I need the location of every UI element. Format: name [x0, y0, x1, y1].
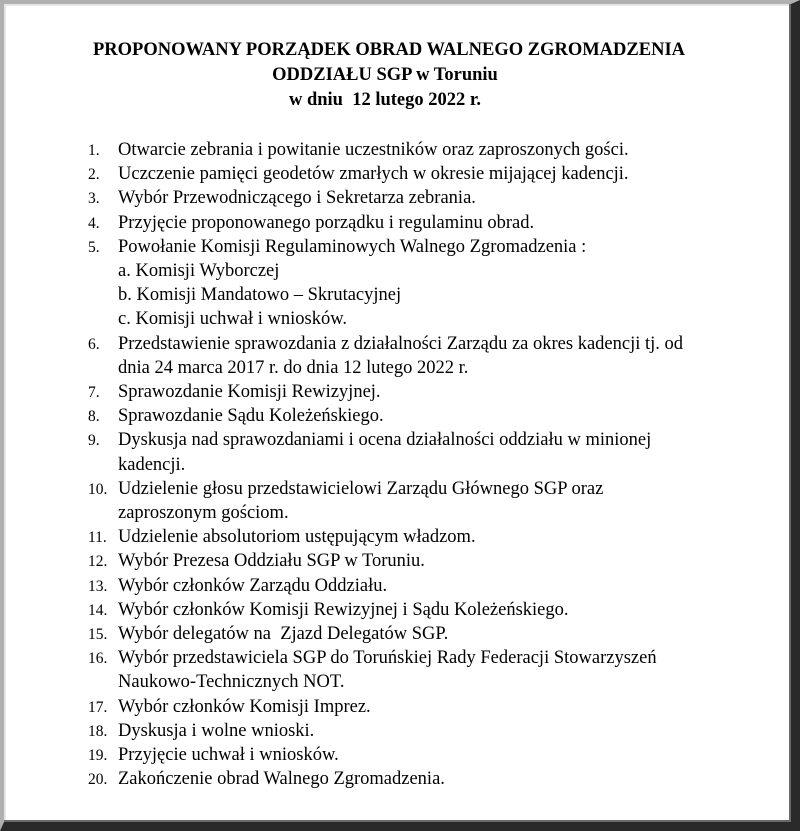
agenda-item-number: 3.	[88, 190, 100, 208]
agenda-item	[88, 380, 788, 404]
agenda-item	[88, 186, 788, 210]
agenda-item-text: Dyskusja nad sprawozdaniami i ocena działalności oddziału w minionej	[118, 430, 652, 451]
agenda-item-number: 8.	[88, 408, 100, 426]
agenda-item-number: 7.	[88, 384, 100, 402]
agenda-item-number: 18.	[88, 722, 108, 740]
agenda-item	[88, 235, 788, 332]
agenda-item-continuation: dnia 24 marca 2017 r. do dnia 12 lutego 2022 r.	[118, 357, 469, 378]
agenda-item	[88, 719, 788, 743]
agenda-item-text: Przedstawienie sprawozdania z działalności Zarządu za okres kadencji tj. od	[118, 333, 684, 354]
agenda-item-text: Powołanie Komisji Regulaminowych Walnego Zgromadzenia :	[118, 236, 587, 257]
agenda-item-continuation: b. Komisji Mandatowo – Skrutacyjnej	[118, 285, 402, 306]
header-branch: ODDZIAŁU SGP w Toruniu	[272, 65, 498, 85]
agenda-item	[88, 404, 788, 428]
agenda-item-text: Dyskusja i wolne wnioski.	[118, 720, 315, 741]
agenda-item-number: 19.	[88, 747, 108, 765]
agenda-item-number: 10.	[88, 480, 108, 498]
agenda-item	[88, 767, 788, 791]
agenda-item	[88, 549, 788, 573]
agenda-item-number: 11.	[88, 529, 107, 547]
agenda-item-number: 17.	[88, 698, 108, 716]
agenda-item-number: 14.	[88, 601, 108, 619]
agenda-item-number: 16.	[88, 650, 108, 668]
agenda-item	[88, 428, 788, 476]
document-header	[0, 38, 770, 113]
agenda-item-number: 1.	[88, 142, 100, 159]
agenda-item-number: 4.	[88, 214, 100, 232]
agenda-item-number: 15.	[88, 626, 108, 644]
agenda-item	[88, 138, 788, 162]
agenda-item	[88, 332, 788, 380]
agenda-item	[88, 646, 788, 694]
agenda-item-continuation: kadencji.	[118, 454, 186, 475]
agenda-item-continuation: Naukowo-Technicznych NOT.	[118, 672, 345, 693]
agenda-item-number: 5.	[88, 238, 100, 256]
agenda-item	[88, 162, 788, 186]
agenda-item-number: 20.	[88, 771, 108, 789]
agenda-item-continuation: a. Komisji Wyborczej	[118, 261, 280, 282]
agenda-item	[88, 598, 788, 622]
agenda-item-number: 2.	[88, 166, 100, 184]
agenda-item-continuation: zaproszonym gościom.	[118, 503, 289, 524]
agenda-item-number: 12.	[88, 553, 108, 571]
agenda-item-number: 9.	[88, 432, 100, 450]
agenda-item-text: Udzielenie głosu przedstawicielowi Zarządu Głównego SGP oraz	[118, 478, 604, 499]
agenda-item-text: Wybór Prezesa Oddziału SGP w Toruniu.	[118, 551, 425, 572]
agenda-item-text: Wybór przedstawiciela SGP do Toruńskiej Rady Federacji Stowarzyszeń	[118, 648, 657, 669]
agenda-item-text: Zakończenie obrad Walnego Zgromadzenia.	[118, 769, 445, 790]
agenda-item	[88, 622, 788, 646]
agenda-item-text: Przyjęcie uchwał i wniosków.	[118, 745, 339, 766]
agenda-item	[88, 695, 788, 719]
agenda-item	[88, 477, 788, 525]
agenda-list	[88, 138, 788, 791]
agenda-item	[88, 211, 788, 235]
agenda-item-text: Sprawozdanie Sądu Koleżeńskiego.	[118, 406, 384, 427]
agenda-item	[88, 743, 788, 767]
agenda-item-number: 6.	[88, 335, 100, 353]
agenda-item-text: Przyjęcie proponowanego porządku i regulaminu obrad.	[118, 212, 535, 233]
agenda-item-number: 13.	[88, 577, 108, 595]
agenda-item-text: Wybór członków Komisji Imprez.	[118, 696, 371, 717]
header-date: w dniu 12 lutego 2022 r.	[288, 90, 482, 110]
agenda-item-text: Wybór delegatów na Zjazd Delegatów SGP.	[118, 624, 449, 645]
agenda-item-text: Udzielenie absolutoriom ustępującym władzom.	[118, 527, 476, 548]
agenda-item-text: Wybór członków Zarządu Oddziału.	[118, 575, 388, 596]
agenda-item-continuation: c. Komisji uchwał i wniosków.	[118, 309, 348, 330]
agenda-item-text: Wybór Przewodniczącego i Sekretarza zebrania.	[118, 188, 476, 209]
header-title: PROPONOWANY PORZĄDEK OBRAD WALNEGO ZGROMADZENIA	[92, 40, 686, 60]
agenda-item-text: Wybór członków Komisji Rewizyjnej i Sądu Koleżeńskiego.	[118, 599, 569, 620]
agenda-item-text: Otwarcie zebrania i powitanie uczestników oraz zaproszonych gości.	[118, 140, 629, 160]
agenda-item-text: Sprawozdanie Komisji Rewizyjnej.	[118, 382, 381, 403]
agenda-item	[88, 525, 788, 549]
agenda-item-text: Uczczenie pamięci geodetów zmarłych w okresie mijającej kadencji.	[118, 164, 629, 185]
agenda-item	[88, 574, 788, 598]
